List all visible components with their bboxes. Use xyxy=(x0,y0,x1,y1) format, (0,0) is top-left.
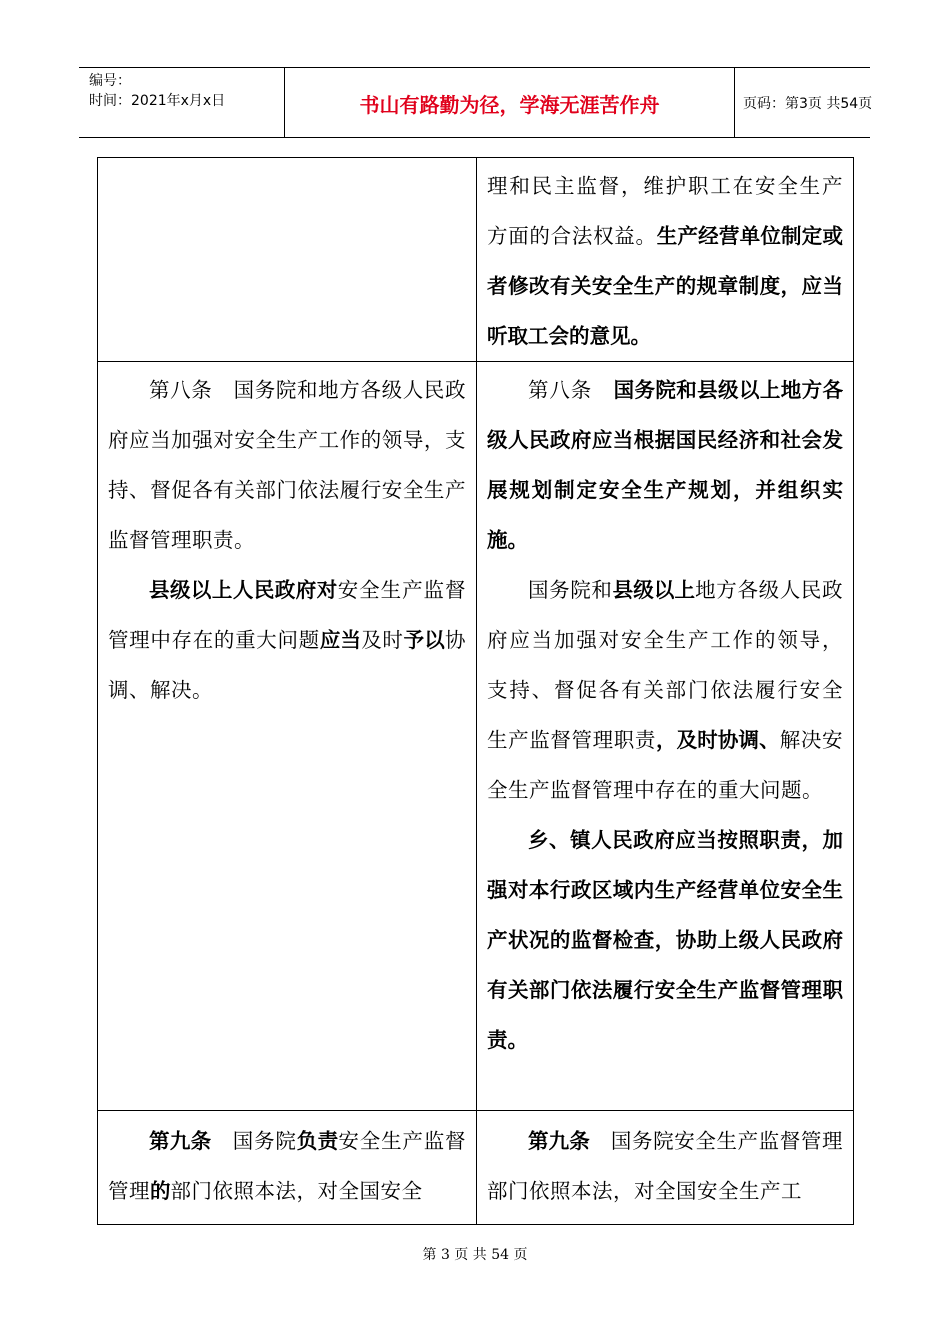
bold-text: ，及时协调、 xyxy=(656,728,780,752)
text-run xyxy=(592,378,613,402)
page-footer: 第 3 页 共 54 页 xyxy=(422,1247,528,1263)
text-run: 及时 xyxy=(361,628,404,652)
table-row xyxy=(98,158,854,362)
document-number: 编号： xyxy=(89,73,131,89)
table-row xyxy=(98,1111,854,1225)
paragraph xyxy=(487,815,843,1065)
text-run: 理和民主监督，维护职工在安全生产方面的合法权益。 xyxy=(487,174,843,248)
motto: 书山有路勤为径，学海无涯苦作舟 xyxy=(359,93,660,117)
text-run: 国务院安全生产监督管理部门依照本法，对全国安全生产工 xyxy=(487,1129,844,1203)
bold-text: 负责 xyxy=(296,1129,339,1153)
page-header xyxy=(79,67,873,138)
bold-text: 国务院和县级以上地方各级人民政府应当根据国民经济和社会发展规划制定安全生产规划，并组织实施。 xyxy=(487,378,844,552)
text-run: 解决安全生产监督管理中存在的重大问题。 xyxy=(487,728,843,802)
paragraph xyxy=(108,1116,466,1216)
text-run: 第八条 xyxy=(149,378,213,402)
text-run: 第八条 xyxy=(528,378,593,402)
old-text-cell xyxy=(98,1111,477,1225)
document-date: 时间：2021年x月x日 xyxy=(89,93,226,109)
paragraph xyxy=(487,161,843,361)
paragraph xyxy=(108,565,466,715)
bold-text: 县级以上人民政府对 xyxy=(149,578,338,602)
text-run: 协调、解决。 xyxy=(108,628,466,702)
comparison-table xyxy=(97,157,854,1225)
header-meta-cell xyxy=(79,68,284,137)
header-page-cell xyxy=(735,68,873,137)
new-text-cell xyxy=(477,362,854,1111)
bold-text: 的 xyxy=(150,1179,171,1203)
old-text-cell xyxy=(98,362,477,1111)
bold-text: 予以 xyxy=(403,628,445,652)
bold-text: 乡、镇人民政府应当按照职责，加强对本行政区域内生产经营单位安全生产状况的监督检查，协助上级人民政府有关部门依法履行安全生产监督管理职责。 xyxy=(487,828,843,1052)
text-run: 地方各级人民政府应当加强对安全生产工作的领导，支持、督促各有关部门依法履行安全生产监督管理职责 xyxy=(487,578,844,752)
text-run: 国务院和地方各级人民政府应当加强对安全生产工作的领导，支持、督促各有关部门依法履行安全生产监督管理职责。 xyxy=(108,378,467,552)
text-run: 安全生产监督管理中存在的重大问题 xyxy=(108,578,467,652)
text-run: 部门依照本法，对全国安全 xyxy=(170,1179,423,1203)
bold-text: 第九条 xyxy=(528,1129,590,1153)
paragraph xyxy=(487,365,843,565)
bold-text: 应当 xyxy=(319,628,362,652)
text-run: 国务院 xyxy=(211,1129,297,1153)
header-motto-cell xyxy=(284,68,735,137)
paragraph xyxy=(487,565,843,815)
bold-text: 生产经营单位制定或者修改有关安全生产的规章制度，应当听取工会的意见。 xyxy=(487,224,843,348)
text-run: 安全生产监督管理 xyxy=(108,1129,467,1203)
bold-text: 第九条 xyxy=(149,1129,212,1153)
bold-text: 县级以上 xyxy=(612,578,696,602)
paragraph xyxy=(108,365,466,565)
new-text-cell xyxy=(477,1111,854,1225)
old-text-cell xyxy=(98,158,477,362)
text-run: 国务院和 xyxy=(528,578,613,602)
table-row xyxy=(98,362,854,1111)
paragraph xyxy=(487,1116,843,1216)
header-page-info: 页码：第3页 共54页 xyxy=(743,96,873,112)
new-text-cell xyxy=(477,158,854,362)
